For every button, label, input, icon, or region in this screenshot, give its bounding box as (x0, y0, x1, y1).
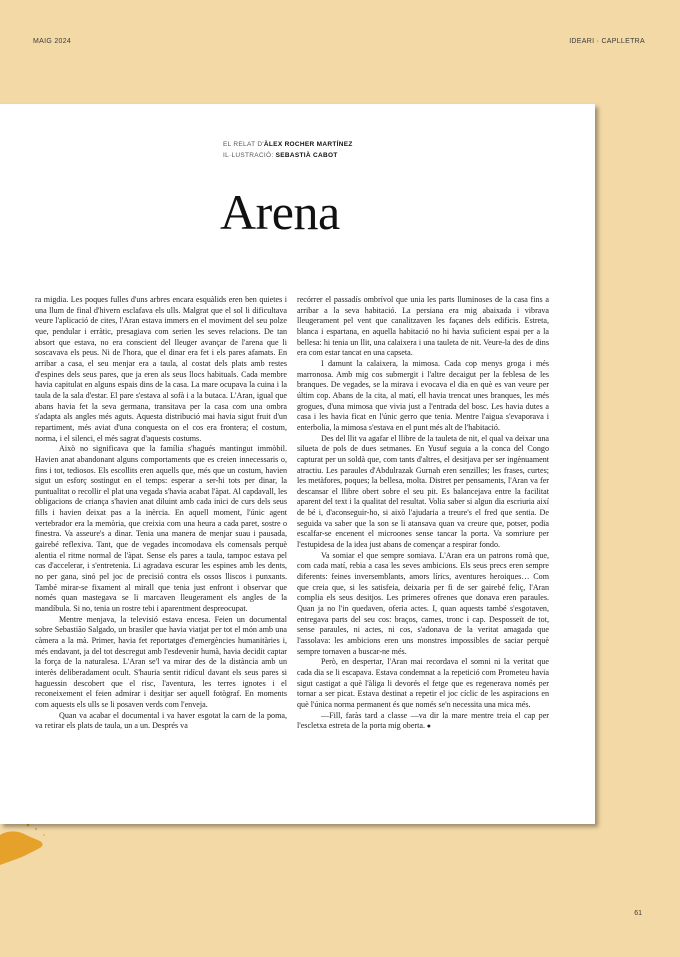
article-paragraph: —Fill, faràs tard a classe —va dir la mare mentre treia el cap per l'escletxa estreta de la porta mig oberta. ● (297, 710, 549, 731)
article-paragraph: Això no significava que la família s'hagués mantingut immòbil. Havien anat abandonant alguns comportaments que es creien innecessaris o, fins i tot, tediosos. Els escollits eren aquells que, més que un costum, havien sigut un esforç sostingut en el temps: esperar a ser-hi tots per dinar, la puntualitat o recollir el plat una vegada s'havia acabat l'àpat. Al capdavall, les obligacions de criança s'havien anat diluint amb cada inici de curs dels seus fills i havien deixat pas a la inèrcia. En aquell moment, l'únic agent vertebrador era la memòria, que creixia com una heura a cada paret, sostre o finestra. Va asseure's a dinar. Tenia una manera de menjar suau i pausada, gairebé reflexiva. Tant, que de vegades incomodava els comensals perquè alentia el ritme normal de l'àpat. Sense els pares a taula, tampoc estava pel cas d'accelerar, i s'entretenia. Li agradava escurar les espines amb les dents, no per gana, sinó pel joc de precisió contra els ossos lliscos i punxants. També mirar-se fixament al mirall que tenia just enfront i observar que només quan mastegava se li marcaven lleugerament els angles de la mandíbula. Si no, tenia un rostre tebi i aparentment despreocupat. (35, 444, 287, 614)
section-label: IDEARI · CAPLLETRA (569, 38, 645, 45)
article-paragraph: Va somiar el que sempre somiava. L'Aran era un patrons romà que, com cada matí, rebia a casa les seves ambicions. Els seus precs eren sempre diferents: feines inversemblants, amors lírics, aventures heroiques… Com que creia que, si les satisfeia, deixaria per fi de ser gairebé feliç, l'Aran complia els seus desitjos. Les primeres ofrenes que donava eren paraules. Quan ja no l'in quedaven, oferia actes. I, quan aquests també s'esgotaven, entregava parts del seu cos: braços, cames, tronc i cap. Desposseït de tot, sense paraules, ni actes, ni cos, s'adonava de la veritat amagada que l'assolava: les ambicions eren uns monstres impossibles de saciar perquè sempre tornaven a buscar-ne més. (297, 550, 549, 656)
illustrator-credit: IL·LUSTRACIÓ: SEBASTIÀ CABOT (223, 152, 338, 159)
page-number: 61 (634, 910, 642, 917)
article-paragraph: Des del llit va agafar el llibre de la tauleta de nit, el qual va deixar una silueta de pols de dues setmanes. En Yusuf seguia a la conca del Congo capturat per un soldà que, com tants d'altres, el desitjava per ser ingènuament atractiu. Les paraules d'Abdulrazak Gurnah eren senzilles; les frases, curtes; les metàfores, poques; la bellesa, molta. Distret per pensaments, l'Aran va fer descansar el llibre obert sobre el seu pit. Es balancejava entre la facilitat aparent del text i la qualitat del resultat. Volia saber si algun dia escriuria així de bé i, d'aconseguir-ho, si això l'ajudaria a treure's el fred que sentia. De seguida va saber que la son se li atansava quan va creure que, potser, podia escalfar-se encenent el microones sense tancar la porta. Va somriure per l'estupidesa de la idea just abans de començar a respirar fondo. (297, 433, 549, 550)
author-name: ÀLEX ROCHER MARTÍNEZ (263, 141, 353, 148)
article-column-left (35, 295, 287, 732)
author-credit: EL RELAT D'ÀLEX ROCHER MARTÍNEZ (223, 141, 353, 148)
article-paragraph: Quan va acabar el documental i va haver esgotat la carn de la poma, va retirar els plats de taula, un a un. Després va (35, 710, 287, 731)
article-paragraph: I damunt la calaixera, la mimosa. Cada cop menys groga i més marronosa. Amb mig cos submergit i l'altre decaigut per la feblesa de les branques. De vegades, se la mirava i evocava el dia en què es van veure per últim cop. Abans de la cita, al matí, ell havia trencat unes branques, les més grogues, d'una mimosa que vivia just a l'entrada del bosc. Les havia dutes a casa i les havia ficat en l'únic gerro que tenia. Mentre l'aigua s'evaporava i enterbolia, la mimosa s'estava en el punt més alt de l'habitació. (297, 358, 549, 432)
article-paragraph: recórrer el passadís ombrívol que unia les parts lluminoses de la casa fins a arribar a la seva habitació. La persiana era mig abaixada i vibrava lleugerament pel vent que canalitzaven les façanes dels edificis. Estreta, blanca i espartana, en aquella habitació no hi havia suficient espai per a la bellesa: hi tenia un llit, una calaixera i una tauleta de nit. Veure-la des de dins era com estar tancat en una capseta. (297, 295, 549, 358)
article-credits (223, 139, 353, 161)
article-title: Arena (220, 184, 340, 240)
article-paragraph: Però, en despertar, l'Aran mai recordava el somni ni la veritat que cada dia se li escapava. Estava condemnat a la repetició com Prometeu havia sigut castigat a què l'àliga li devorés el fetge que es regenerava només per tornar a ser picat. Estava destinat a repetir el joc cíclic de les aspiracions en què l'única norma permanent és que només se'n necessita una mica més. (297, 657, 549, 709)
article-column-right (297, 295, 549, 732)
illustrator-name: SEBASTIÀ CABOT (275, 152, 338, 159)
end-of-article-mark: ● (424, 722, 431, 731)
issue-date: MAIG 2024 (33, 38, 72, 45)
article-paragraph: ra migdia. Les poques fulles d'uns arbres encara esquàlids eren ben quietes i una llum de final d'hivern esclafava els ulls. Malgrat que el sol li dificultava veure l'aplicació de cites, l'Aran estava immers en el moviment del seu polze que, pendular i erràtic, presagiava com serien les seves relacions. De tan absort que estava, no era conscient del lleuger avançar de l'arena que li soscavava els peus. Ni de l'hora, que el dinar era fet i els pares afamats. En arribar a casa, el seu menjar era a taula, al costat dels plats amb restes d'espines dels seus pares, que ja eren als seus llocs habituals. Cada membre havia capitulat en alguns espais dins de la casa. La mare ocupava la cuina i la taula de la sala d'estar. El pare s'estava al sofà i a la butaca. L'Aran, igual que abans havia fet la seva germana, transitava per la casa com una ombra s'adapta als angles més aguts. Aquesta distribució mai havia sigut fruit d'un repartiment, més aviat d'una conquesta on el cos era frontera; el costum, norma, i el silenci, el més sagrat d'aquests costums. (35, 295, 287, 443)
article-paragraph: Mentre menjava, la televisió estava encesa. Feien un documental sobre Sebastião Salgado, un brasiler que havia viatjat per tot el món amb una càmera a la mà. Primer, havia fet reportatges d'emergències humanitàries i, més endavant, ja del tot descregut amb l'esdevenir humà, havia decidit captar la força de la naturalesa. L'Aran se'l va mirar des de la distància amb un interès deliberadament ocult. S'hauria sentit ridícul davant els seus pares si haguessin descobert que el risc, l'aventura, les terres ignotes i el reconeixement el feien admirar i desitjar ser aquell fotògraf. En moments com aquests els ulls se li posaven verds com l'enveja. (35, 614, 287, 709)
